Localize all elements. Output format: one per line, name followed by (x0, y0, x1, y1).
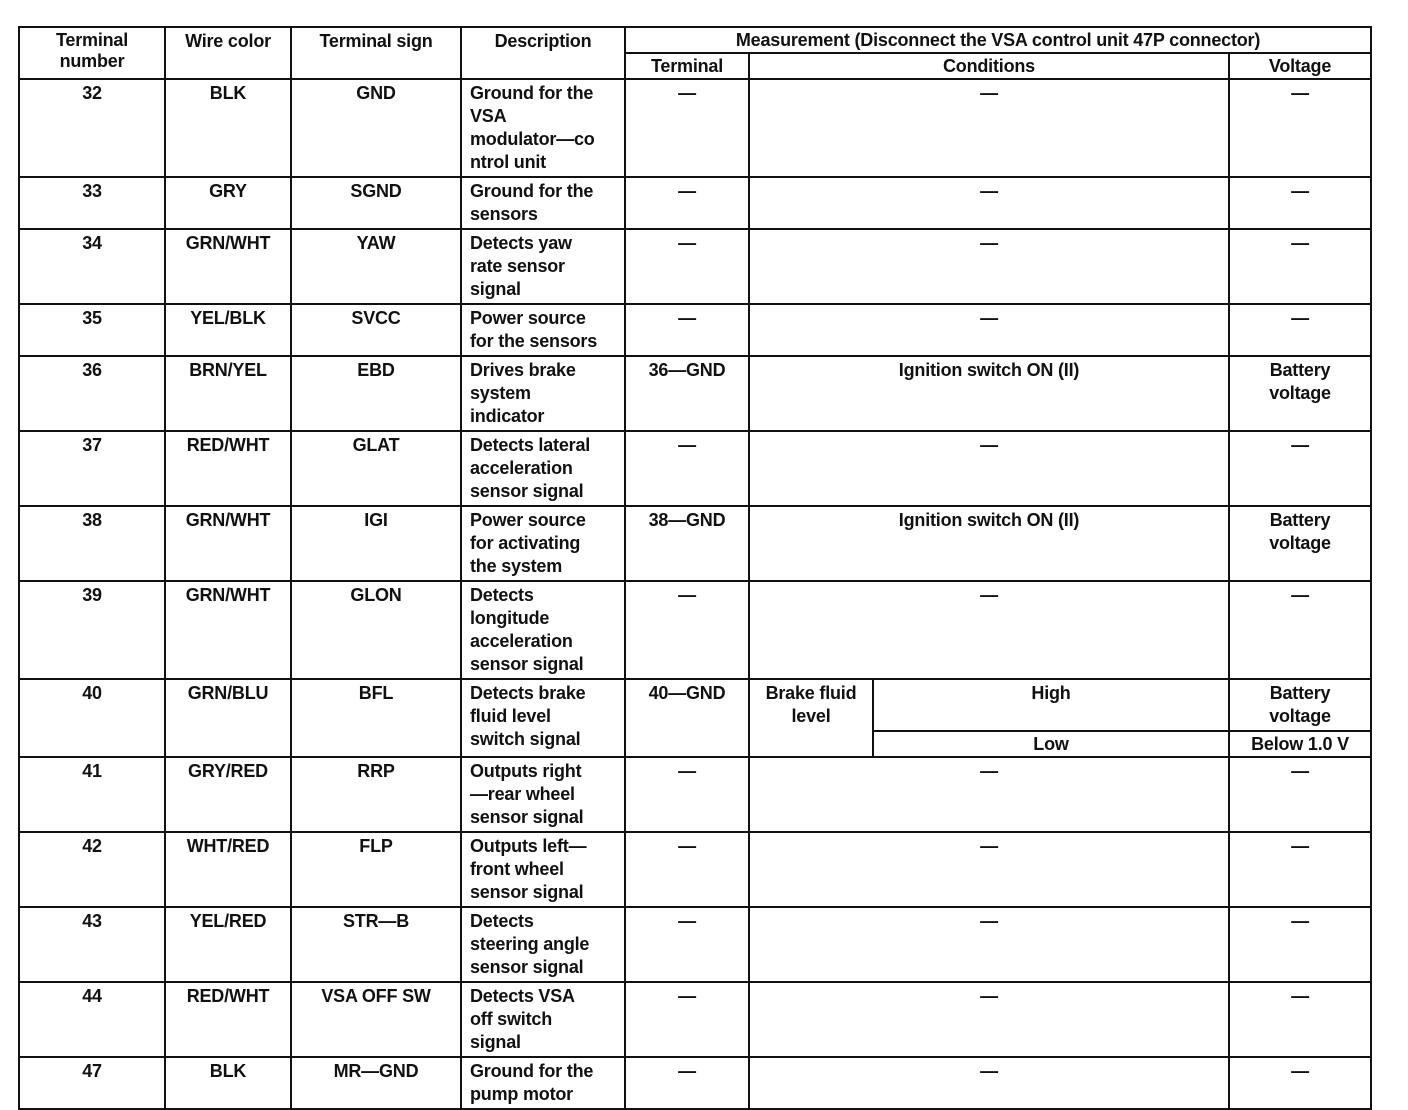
voltage-cell: — (1229, 79, 1371, 177)
header-measurement: Measurement (Disconnect the VSA control unit 47P connector) (625, 27, 1371, 53)
header-wire-color: Wire color (165, 27, 291, 79)
table-row (19, 177, 1371, 229)
description-cell: Power source for the sensors (461, 304, 625, 356)
measure-terminal-cell: — (625, 982, 749, 1057)
voltage-cell: — (1229, 229, 1371, 304)
terminal-number-cell: 38 (19, 506, 165, 581)
description-cell: Outputs right —rear wheel sensor signal (461, 757, 625, 832)
table-row (19, 679, 1371, 731)
terminal-sign-cell: SGND (291, 177, 461, 229)
condition-low-cell: Low (873, 731, 1229, 757)
terminal-number-cell: 36 (19, 356, 165, 431)
conditions-cell: — (749, 79, 1229, 177)
terminal-number-cell: 33 (19, 177, 165, 229)
table-row (19, 1057, 1371, 1109)
terminal-sign-cell: IGI (291, 506, 461, 581)
terminal-number-cell: 47 (19, 1057, 165, 1109)
wire-color-cell: WHT/RED (165, 832, 291, 907)
header-terminal-sign: Terminal sign (291, 27, 461, 79)
header-conditions: Conditions (749, 53, 1229, 79)
table-row (19, 907, 1371, 982)
terminal-sign-cell: RRP (291, 757, 461, 832)
description-cell: Detects steering angle sensor signal (461, 907, 625, 982)
voltage-cell: — (1229, 581, 1371, 679)
measure-terminal-cell: — (625, 757, 749, 832)
terminal-sign-cell: GLON (291, 581, 461, 679)
measure-terminal-cell: — (625, 1057, 749, 1109)
description-cell: Ground for the pump motor (461, 1057, 625, 1109)
table-row (19, 506, 1371, 581)
table-row (19, 757, 1371, 832)
terminal-sign-cell: GND (291, 79, 461, 177)
header-voltage: Voltage (1229, 53, 1371, 79)
voltage-cell: — (1229, 304, 1371, 356)
terminal-table-sheet (18, 26, 1370, 1110)
header-terminal-number: Terminal number (19, 27, 165, 79)
header-terminal: Terminal (625, 53, 749, 79)
wire-color-cell: YEL/RED (165, 907, 291, 982)
terminal-sign-cell: EBD (291, 356, 461, 431)
wire-color-cell: RED/WHT (165, 431, 291, 506)
description-cell: Drives brake system indicator (461, 356, 625, 431)
description-cell: Ground for the sensors (461, 177, 625, 229)
voltage-cell: — (1229, 177, 1371, 229)
conditions-cell: — (749, 907, 1229, 982)
terminal-sign-cell: STR—B (291, 907, 461, 982)
terminal-number-cell: 42 (19, 832, 165, 907)
description-cell: Detects longitude acceleration sensor signal (461, 581, 625, 679)
table-row (19, 982, 1371, 1057)
wire-color-cell: GRY (165, 177, 291, 229)
terminal-sign-cell: YAW (291, 229, 461, 304)
wire-color-cell: BLK (165, 79, 291, 177)
measure-terminal-cell: 36—GND (625, 356, 749, 431)
measure-terminal-cell: — (625, 832, 749, 907)
table-row (19, 431, 1371, 506)
terminal-sign-cell: BFL (291, 679, 461, 757)
table-row (19, 79, 1371, 177)
description-cell: Power source for activating the system (461, 506, 625, 581)
voltage-cell: — (1229, 1057, 1371, 1109)
table-row (19, 356, 1371, 431)
measure-terminal-cell: — (625, 431, 749, 506)
voltage-cell: — (1229, 907, 1371, 982)
voltage-cell: — (1229, 982, 1371, 1057)
voltage-high-cell: Battery voltage (1229, 679, 1371, 731)
description-cell: Detects brake fluid level switch signal (461, 679, 625, 757)
table-row (19, 581, 1371, 679)
description-cell: Outputs left— front wheel sensor signal (461, 832, 625, 907)
measure-terminal-cell: — (625, 79, 749, 177)
wire-color-cell: RED/WHT (165, 982, 291, 1057)
terminal-number-cell: 32 (19, 79, 165, 177)
wire-color-cell: GRY/RED (165, 757, 291, 832)
header-description: Description (461, 27, 625, 79)
conditions-cell: — (749, 757, 1229, 832)
wire-color-cell: BLK (165, 1057, 291, 1109)
voltage-cell: — (1229, 431, 1371, 506)
conditions-cell: — (749, 229, 1229, 304)
conditions-cell: — (749, 304, 1229, 356)
conditions-cell: — (749, 431, 1229, 506)
table-row (19, 229, 1371, 304)
conditions-cell: — (749, 581, 1229, 679)
measure-terminal-cell: — (625, 581, 749, 679)
measure-terminal-cell: — (625, 177, 749, 229)
terminal-number-cell: 40 (19, 679, 165, 757)
voltage-cell: Battery voltage (1229, 506, 1371, 581)
condition-label-cell: Brake fluid level (749, 679, 873, 757)
wire-color-cell: BRN/YEL (165, 356, 291, 431)
terminal-table (18, 26, 1372, 1110)
conditions-cell: — (749, 177, 1229, 229)
description-cell: Detects lateral acceleration sensor signal (461, 431, 625, 506)
measure-terminal-cell: — (625, 304, 749, 356)
terminal-sign-cell: SVCC (291, 304, 461, 356)
terminal-number-cell: 41 (19, 757, 165, 832)
wire-color-cell: GRN/WHT (165, 506, 291, 581)
wire-color-cell: YEL/BLK (165, 304, 291, 356)
terminal-number-cell: 39 (19, 581, 165, 679)
header-row-1 (19, 27, 1371, 53)
voltage-cell: Battery voltage (1229, 356, 1371, 431)
terminal-sign-cell: FLP (291, 832, 461, 907)
measure-terminal-cell: — (625, 229, 749, 304)
conditions-cell: Ignition switch ON (II) (749, 506, 1229, 581)
voltage-cell: — (1229, 832, 1371, 907)
description-cell: Detects yaw rate sensor signal (461, 229, 625, 304)
terminal-sign-cell: GLAT (291, 431, 461, 506)
measure-terminal-cell: 40—GND (625, 679, 749, 757)
voltage-low-cell: Below 1.0 V (1229, 731, 1371, 757)
voltage-cell: — (1229, 757, 1371, 832)
terminal-number-cell: 44 (19, 982, 165, 1057)
table-row (19, 832, 1371, 907)
wire-color-cell: GRN/WHT (165, 581, 291, 679)
terminal-number-cell: 37 (19, 431, 165, 506)
terminal-number-cell: 34 (19, 229, 165, 304)
measure-terminal-cell: — (625, 907, 749, 982)
description-cell: Detects VSA off switch signal (461, 982, 625, 1057)
condition-high-cell: High (873, 679, 1229, 731)
measure-terminal-cell: 38—GND (625, 506, 749, 581)
conditions-cell: Ignition switch ON (II) (749, 356, 1229, 431)
terminal-number-cell: 35 (19, 304, 165, 356)
terminal-sign-cell: MR—GND (291, 1057, 461, 1109)
table-row (19, 304, 1371, 356)
wire-color-cell: GRN/WHT (165, 229, 291, 304)
conditions-cell: — (749, 1057, 1229, 1109)
conditions-cell: — (749, 832, 1229, 907)
terminal-number-cell: 43 (19, 907, 165, 982)
terminal-sign-cell: VSA OFF SW (291, 982, 461, 1057)
conditions-cell: — (749, 982, 1229, 1057)
description-cell: Ground for the VSA modulator—co ntrol unit (461, 79, 625, 177)
wire-color-cell: GRN/BLU (165, 679, 291, 757)
